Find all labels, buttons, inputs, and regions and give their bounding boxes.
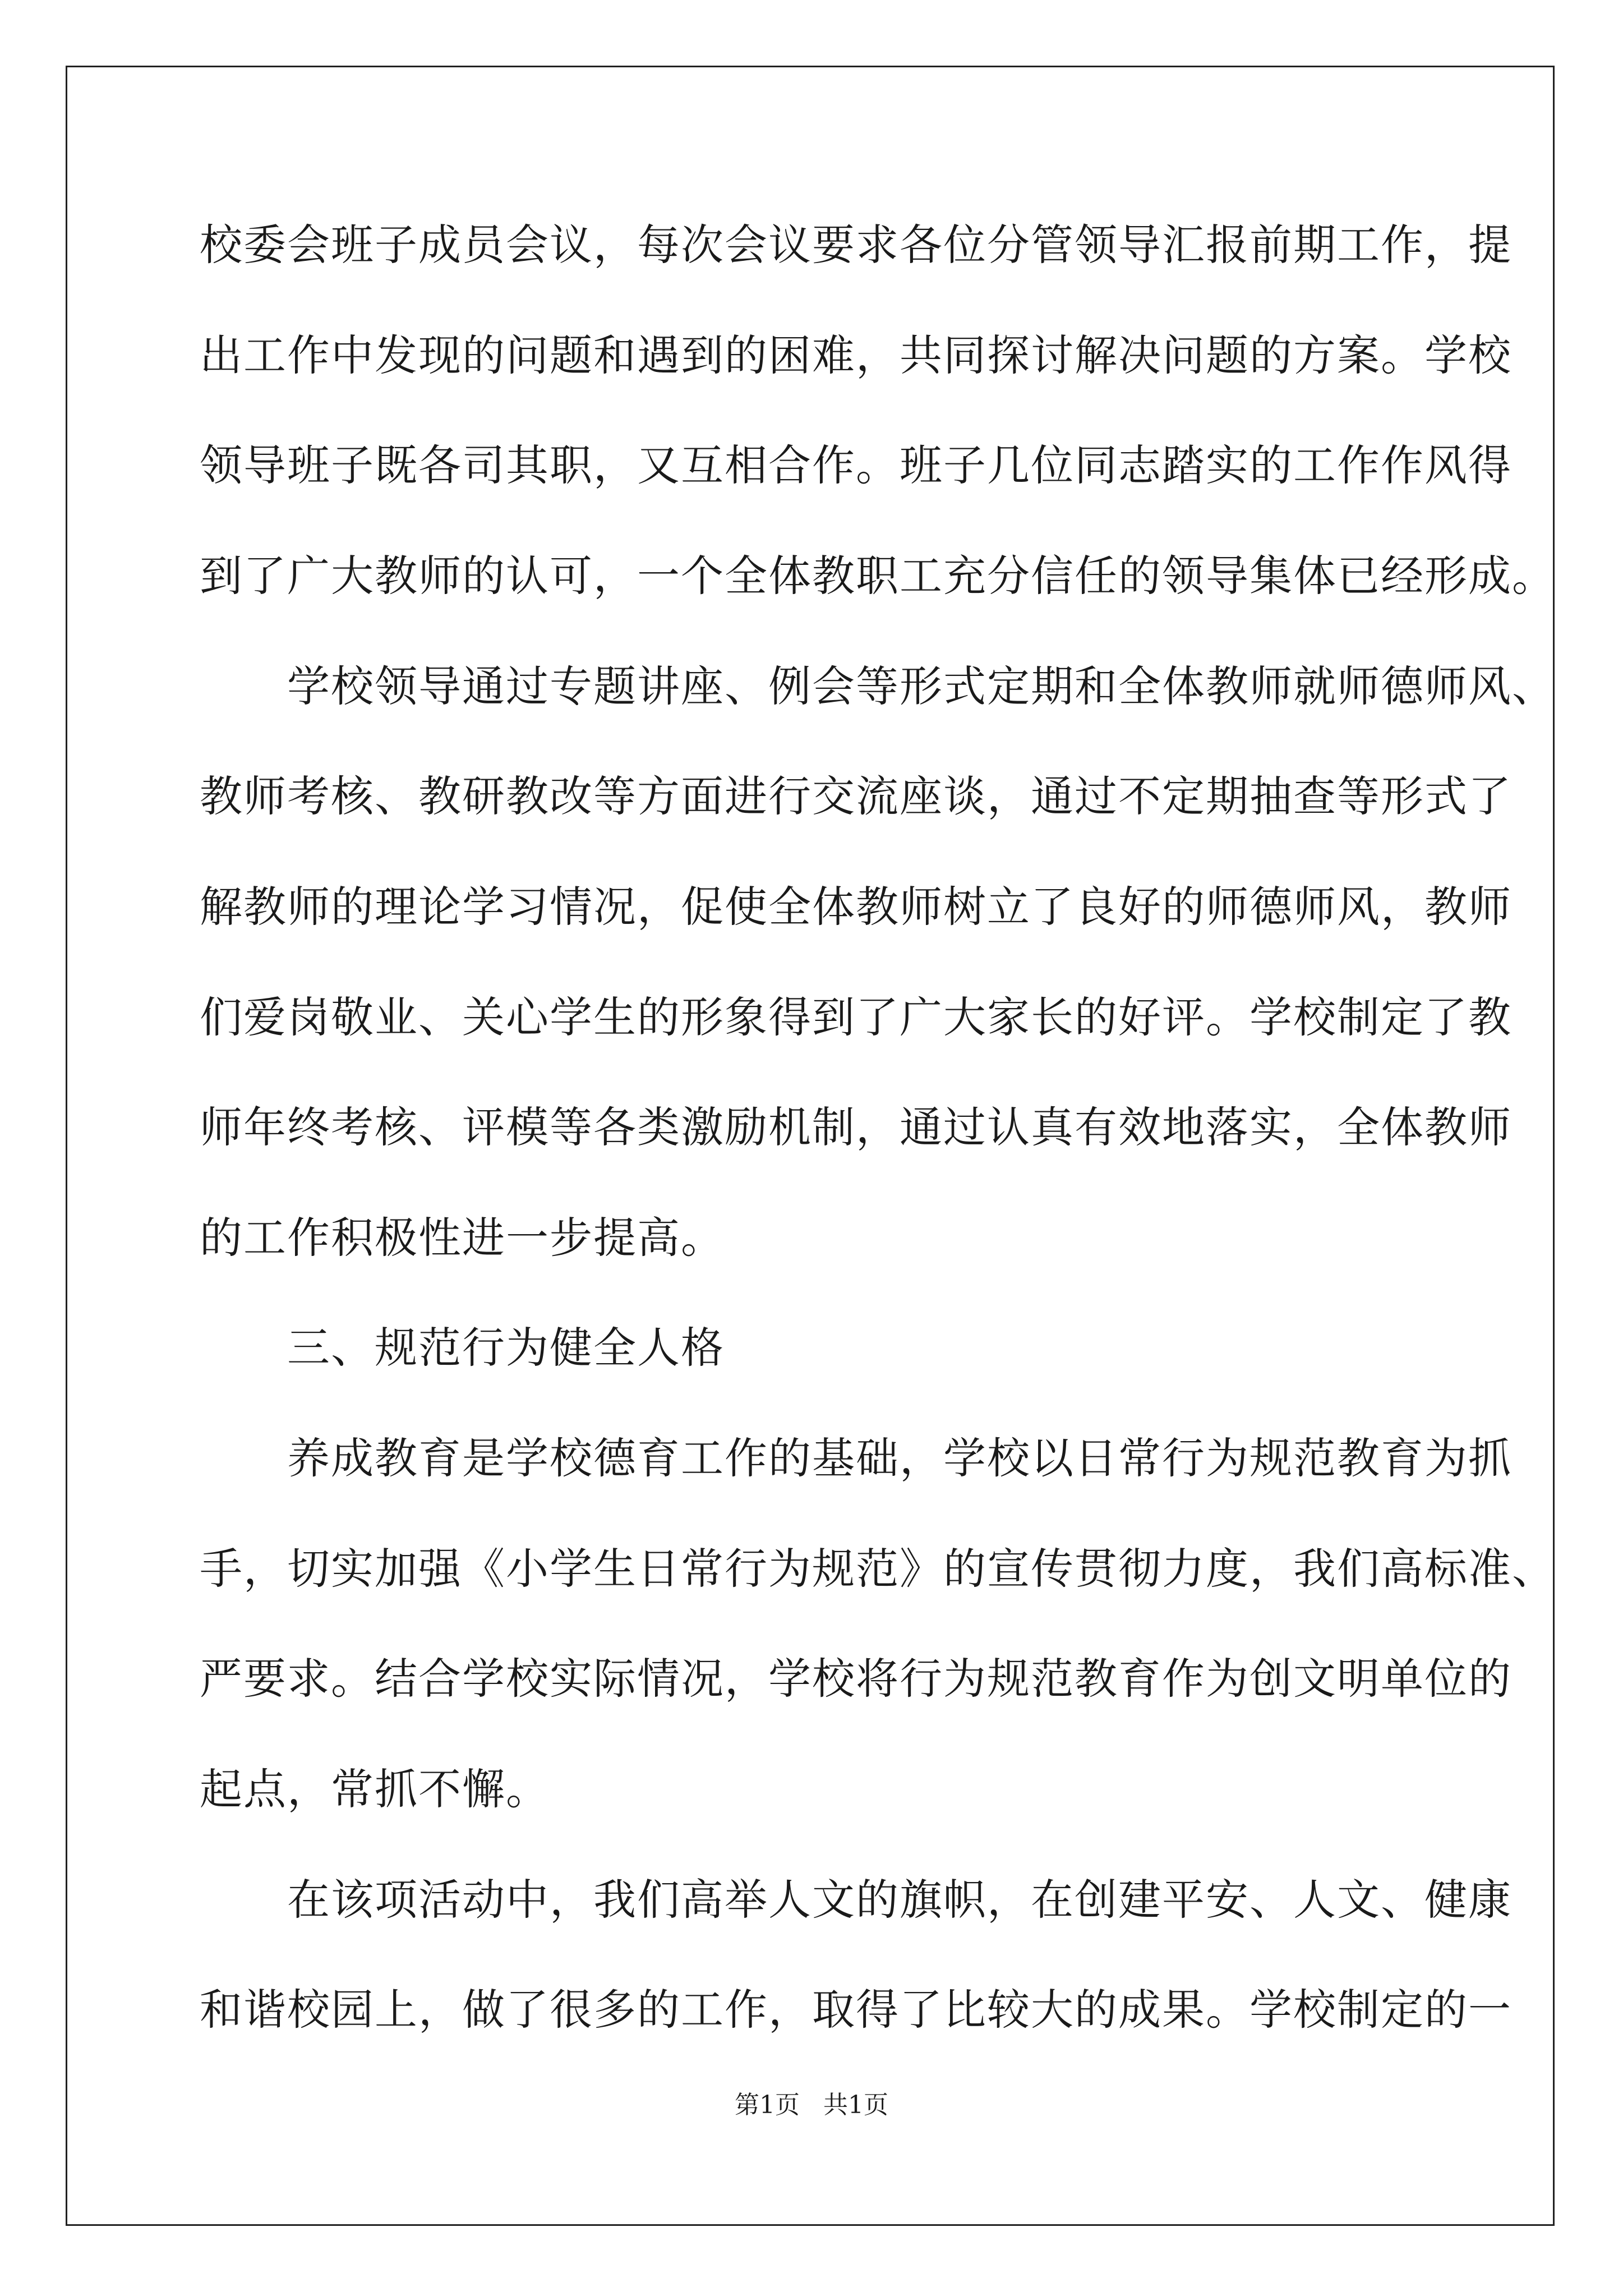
text-line: 严要求。结合学校实际情况，学校将行为规范教育作为创文明单位的 bbox=[200, 1654, 1512, 1704]
text-line: 教师考核、教研教改等方面进行交流座谈，通过不定期抽查等形式了 bbox=[200, 771, 1512, 821]
text-line: 解教师的理论学习情况，促使全体教师树立了良好的师德师风，教师 bbox=[200, 882, 1512, 932]
text-line: 和谐校园上，做了很多的工作，取得了比较大的成果。学校制定的一 bbox=[200, 1985, 1512, 2035]
text-line: 们爱岗敬业、关心学生的形象得到了广大家长的好评。学校制定了教 bbox=[200, 992, 1512, 1042]
page-number: 第1页 bbox=[735, 2091, 800, 2119]
text-line: 起点，常抓不懈。 bbox=[200, 1764, 550, 1814]
text-line: 师年终考核、评模等各类激励机制，通过认真有效地落实，全体教师 bbox=[200, 1102, 1512, 1152]
text-line: 出工作中发现的问题和遇到的困难，共同探讨解决问题的方案。学校 bbox=[200, 330, 1512, 380]
page-footer bbox=[0, 2088, 1623, 2122]
text-line: 的工作积极性进一步提高。 bbox=[200, 1213, 725, 1263]
text-line: 在该项活动中，我们高举人文的旗帜，在创建平安、人文、健康 bbox=[200, 1875, 1512, 1925]
page-total: 共1页 bbox=[823, 2091, 888, 2119]
text-line: 养成教育是学校德育工作的基础，学校以日常行为规范教育为抓 bbox=[200, 1433, 1512, 1483]
section-heading: 三、规范行为健全人格 bbox=[200, 1323, 725, 1373]
text-line: 校委会班子成员会议，每次会议要求各位分管领导汇报前期工作，提 bbox=[200, 220, 1512, 270]
text-line: 学校领导通过专题讲座、例会等形式定期和全体教师就师德师风、 bbox=[200, 661, 1556, 711]
text-line: 领导班子既各司其职，又互相合作。班子几位同志踏实的工作作风得 bbox=[200, 440, 1512, 490]
text-line: 到了广大教师的认可，一个全体教职工充分信任的领导集体已经形成。 bbox=[200, 551, 1556, 601]
text-line: 手，切实加强《小学生日常行为规范》的宣传贯彻力度，我们高标准、 bbox=[200, 1544, 1556, 1594]
